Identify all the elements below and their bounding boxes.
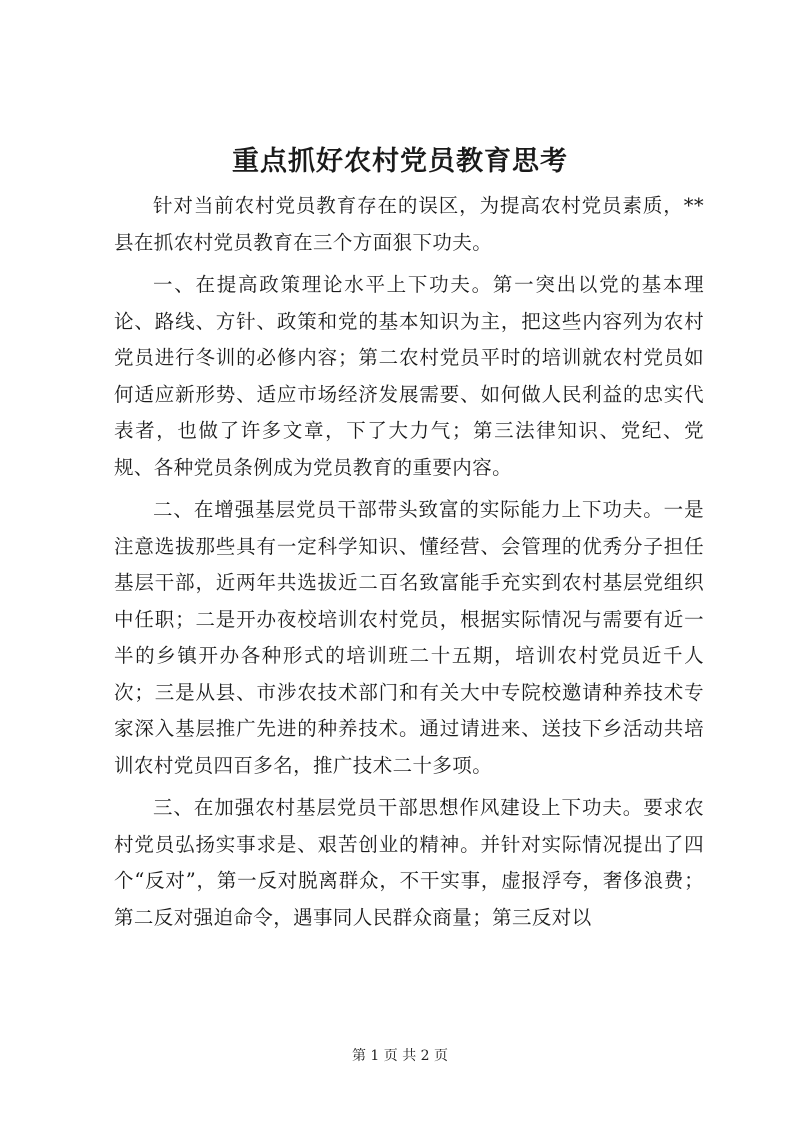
section-two-paragraph: 二、在增强基层党员干部带头致富的实际能力上下功夫。一是注意选拔那些具有一定科学知识、懂经营、会管理的优秀分子担任基层干部，近两年共选拔近二百名致富能手充实到农村基层党组织中任职；二是开办夜校培训农村党员，根据实际情况与需要有近一半的乡镇开办各种形式的培训班二十五期，培训农村党员近千人次；三是从县、市涉农技术部门和有关大中专院校邀请种养技术专家深入基层推广先进的种养技术。通过请进来、送技下乡活动共培训农村党员四百多名，推广技术二十多项。 [114, 498, 704, 777]
section-three-paragraph: 三、在加强农村基层党员干部思想作风建设上下功夫。要求农村党员弘扬实事求是、艰苦创业的精神。并针对实际情况提出了四个“反对”，第一反对脱离群众，不干实事，虚报浮夸，奢侈浪费；第二反对强迫命令，遇事同人民群众商量；第三反对以 [114, 796, 704, 929]
document-title: 重点抓好农村党员教育思考 [232, 146, 568, 177]
section-one-paragraph: 一、在提高政策理论水平上下功夫。第一突出以党的基本理论、路线、方针、政策和党的基本知识为主，把这些内容列为农村党员进行冬训的必修内容；第二农村党员平时的培训就农村党员如何适应新形势、适应市场经济发展需要、如何做人民利益的忠实代表者，也做了许多文章，下了大力气；第三法律知识、党纪、党规、各种党员条例成为党员教育的重要内容。 [114, 273, 704, 479]
page-footer: 第 1 页 共 2 页 [351, 1048, 449, 1064]
intro-paragraph: 针对当前农村党员教育存在的误区，为提高农村党员素质，**县在抓农村党员教育在三个方面狠下功夫。 [114, 194, 704, 254]
document-body [114, 188, 704, 936]
